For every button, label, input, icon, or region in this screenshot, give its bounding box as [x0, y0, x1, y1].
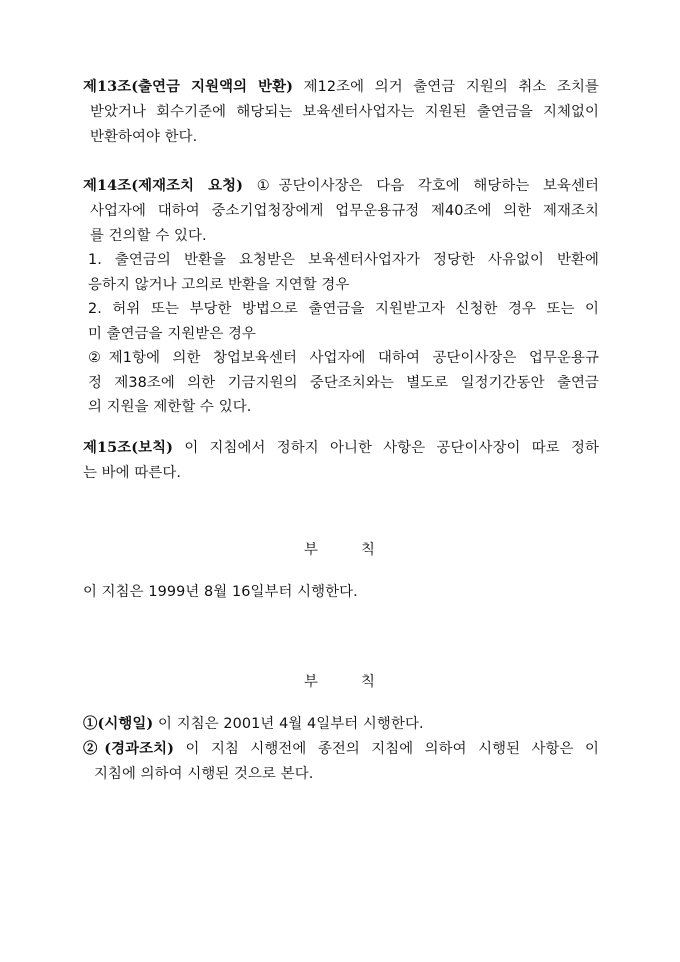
addendum-2-para-1-heading: ①(시행일): [83, 715, 154, 732]
article-13-line-1: 제13조(출연금 지원액의 반환) 제12조에 의거 출연금 지원의 취소 조치를: [83, 78, 599, 95]
article-14-item-1-line-2: 응하지 않거나 고의로 반환을 지연할 경우: [88, 277, 350, 293]
article-14-para-2-line-3: 의 지원을 제한할 수 있다.: [88, 399, 252, 415]
article-14-para-2-line-1: ②제1항에 의한 창업보육센터 사업자에 대하여 공단이사장은 업무운용규: [88, 350, 599, 366]
addendum-1-text: 이 지침은 1999년 8월 16일부터 시행한다.: [83, 584, 358, 600]
addendum-2-title-a: 부: [304, 674, 318, 690]
article-14-item-1-line-1: 1. 출연금의 반환을 요청받은 보육센터사업자가 정당한 사유없이 반환에: [88, 252, 599, 268]
article-15-heading: 제15조(보칙): [83, 439, 174, 456]
article-14-heading: 제14조(제재조치 요청): [83, 177, 244, 194]
article-14-line-3: 를 건의할 수 있다.: [90, 228, 207, 244]
addendum-1-title-a: 부: [304, 542, 318, 558]
addendum-2-title-b: 칙: [361, 674, 375, 690]
article-13-line-3: 반환하여야 한다.: [90, 129, 198, 145]
article-14-para-2-line-2: 정 제38조에 의한 기금지원의 중단조치와는 별도로 일정기간동안 출연금: [88, 375, 599, 391]
addendum-2-para-2-heading: ②(경과조치): [83, 740, 175, 757]
addendum-1-title-b: 칙: [361, 542, 375, 558]
article-13-line-2: 받았거나 회수기준에 해당되는 보육센터사업자는 지원된 출연금을 지체없이: [90, 104, 599, 120]
article-14-item-2-line-2: 미 출연금을 지원받은 경우: [88, 326, 257, 342]
article-14-line-1: 제14조(제재조치 요청) ①공단이사장은 다음 각호에 해당하는 보육센터: [83, 177, 599, 194]
addendum-2-para-2-line-1: ②(경과조치) 이 지침 시행전에 종전의 지침에 의하여 시행된 사항은 이: [83, 740, 599, 757]
article-14-item-2-line-1: 2. 허위 또는 부당한 방법으로 출연금을 지원받고자 신청한 경우 또는 이: [88, 301, 599, 317]
article-15-line-1: 제15조(보칙) 이 지침에서 정하지 아니한 사항은 공단이사장이 따로 정하: [83, 439, 599, 456]
article-15-line-2: 는 바에 따른다.: [83, 465, 182, 481]
article-14-line-2: 사업자에 대하여 중소기업청장에게 업무운용규정 제40조에 의한 제재조치: [90, 203, 599, 219]
addendum-2-para-2-line-2: 지침에 의하여 시행된 것으로 본다.: [94, 766, 314, 782]
addendum-2-para-1: ①(시행일) 이 지침은 2001년 4월 4일부터 시행한다.: [83, 715, 424, 732]
article-13-heading: 제13조(출연금 지원액의 반환): [83, 78, 294, 95]
